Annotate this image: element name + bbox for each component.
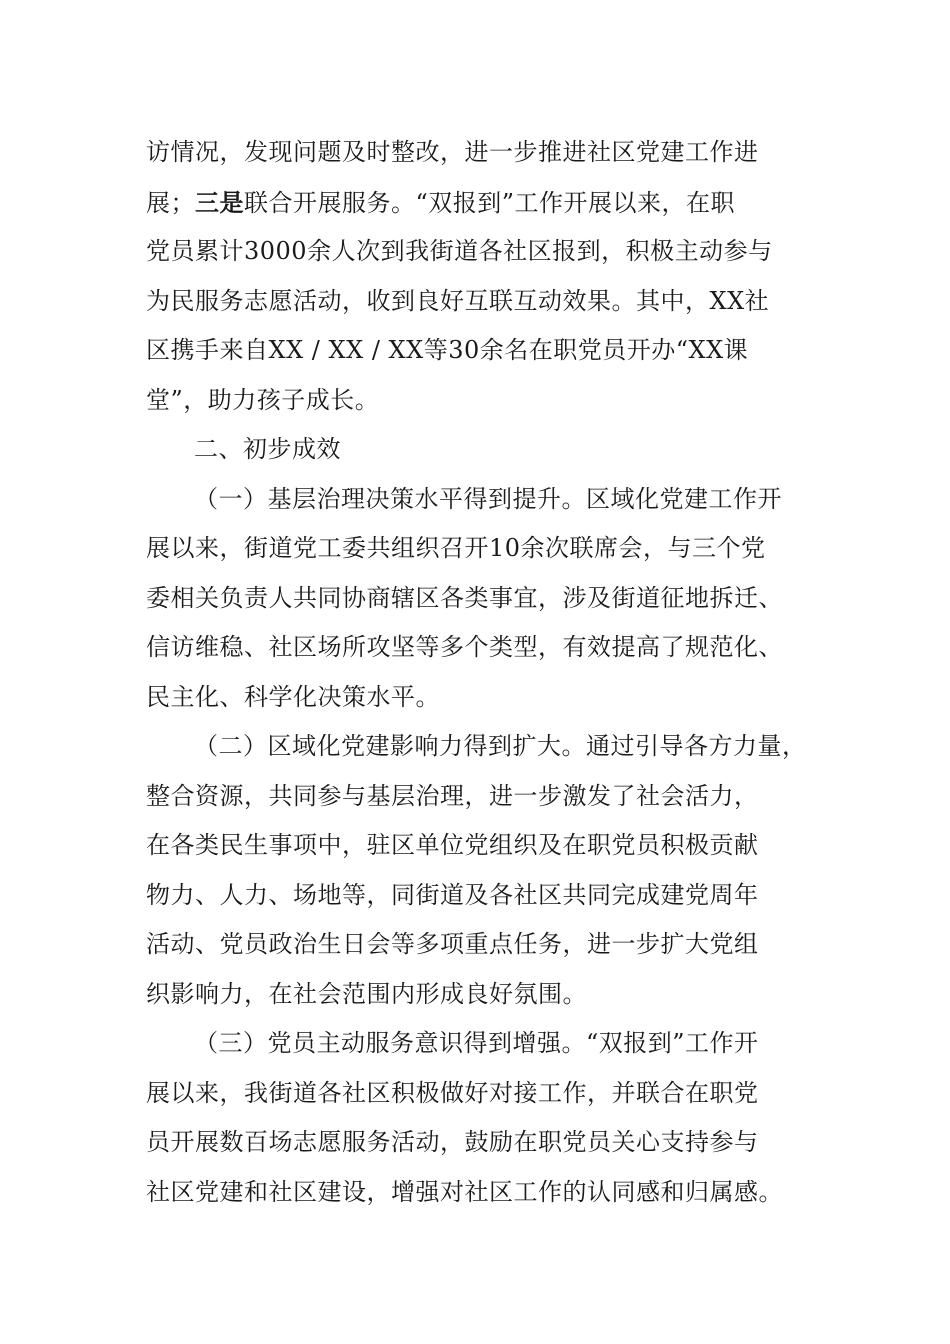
- text-line: 整合资源，共同参与基层治理，进一步激发了社会活力，: [146, 781, 759, 810]
- text-span: 展；: [146, 188, 195, 217]
- text-line: 物力、人力、场地等，同街道及各社区共同完成建党周年: [146, 880, 759, 909]
- text-line: 堂”，助力孩子成长。: [146, 385, 380, 414]
- text-line: 为民服务志愿活动，收到良好互联互动效果。其中，XX社: [146, 286, 770, 315]
- text-line: 在各类民生事项中，驻区单位党组织及在职党员积极贡献: [146, 831, 759, 859]
- text-line: 委相关负责人共同协商辖区各类事宜，涉及街道征地拆迁、: [146, 583, 783, 612]
- text-line: [146, 178, 816, 228]
- text-line: 访情况，发现问题及时整改，进一步推进社区党建工作进: [146, 138, 759, 166]
- paragraph-first-line: （三）党员主动服务意识得到增强。“双报到”工作开: [194, 1029, 759, 1057]
- text-line: 社区党建和社区建设，增强对社区工作的认同感和归属感。: [146, 1177, 783, 1206]
- section-heading: 二、初步成效: [194, 435, 341, 463]
- text-line: 员开展数百场志愿服务活动，鼓励在职党员关心支持参与: [146, 1128, 759, 1156]
- paragraph-first-line: （一）基层治理决策水平得到提升。区域化党建工作开: [194, 484, 782, 513]
- text-line: 民主化、科学化决策水平。: [146, 682, 440, 711]
- emphasis-text: 三是: [195, 187, 244, 217]
- text-line: 区携手来自XX / XX / XX等30余名在职党员开办“XX课: [146, 336, 749, 364]
- text-line: 活动、党员政治生日会等多项重点任务，进一步扩大党组: [146, 930, 759, 958]
- text-line: 信访维稳、社区场所攻坚等多个类型，有效提高了规范化、: [146, 633, 783, 661]
- document-body: [146, 128, 816, 1217]
- text-line: 党员累计3000余人次到我街道各社区报到，积极主动参与: [146, 237, 773, 265]
- text-line: 织影响力，在社会范围内形成良好氛围。: [146, 979, 587, 1008]
- text-line: 展以来，我街道各社区积极做好对接工作，并联合在职党: [146, 1078, 759, 1107]
- text-line: 展以来，街道党工委共组织召开10余次联席会，与三个党: [146, 534, 766, 562]
- paragraph-first-line: （二）区域化党建影响力得到扩大。通过引导各方力量，: [194, 732, 807, 760]
- text-span: 联合开展服务。“双报到”工作开展以来，在职: [244, 188, 736, 217]
